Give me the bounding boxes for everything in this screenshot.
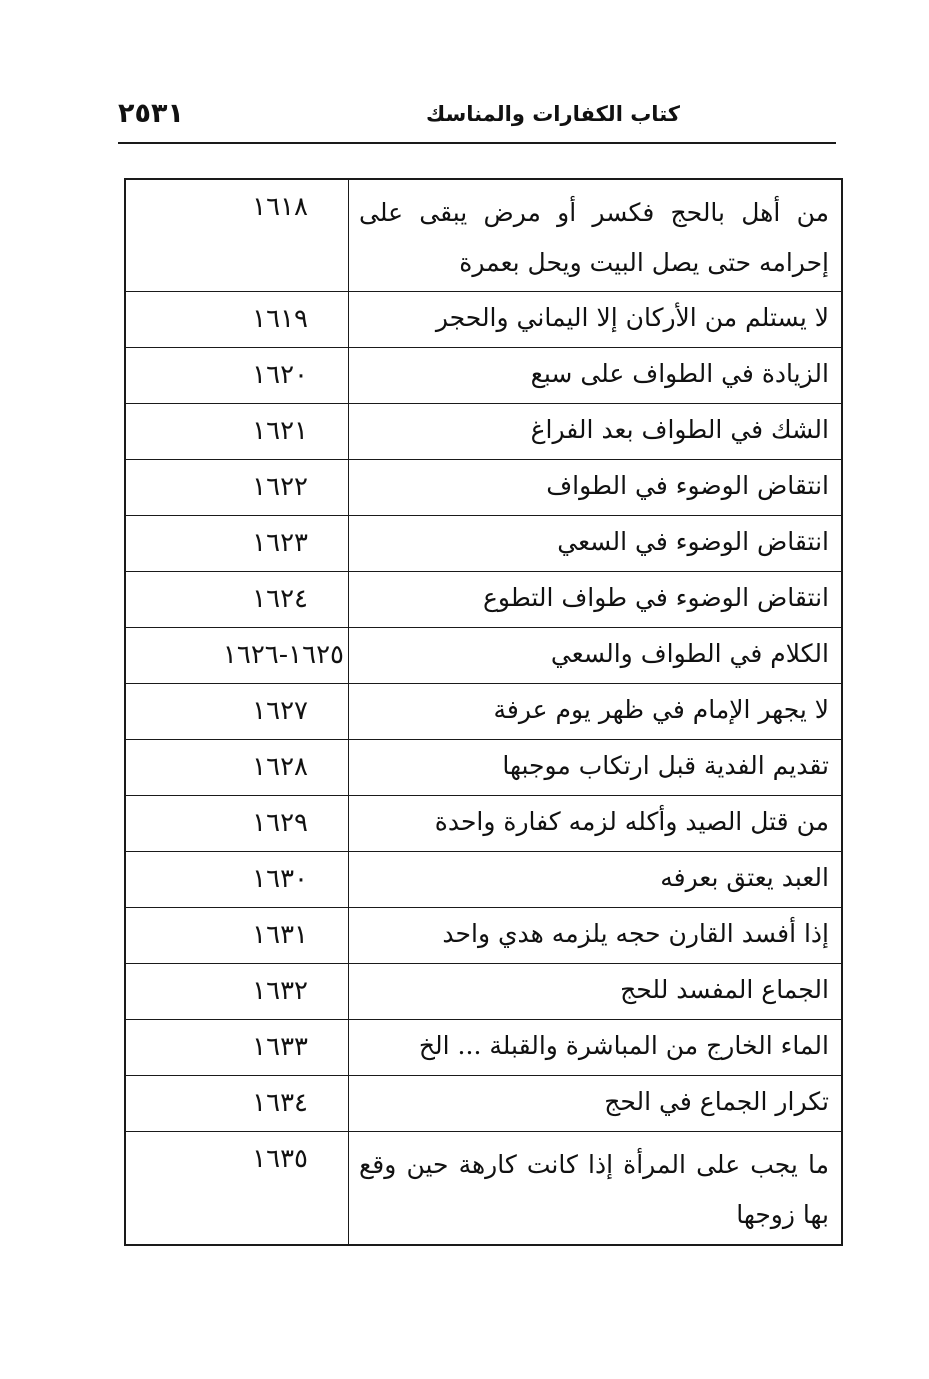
- table-row: [126, 572, 841, 628]
- topic-cell: لا يجهر الإمام في ظهر يوم عرفة: [348, 684, 841, 739]
- reference-cell: ١٦٣٠: [252, 864, 308, 894]
- topic-cell: ما يجب على المرأة إذا كانت كارهة حين وقع بها زوجها: [348, 1132, 841, 1244]
- table-row: [126, 404, 841, 460]
- table-row: [126, 1076, 841, 1132]
- table-row: [126, 1132, 841, 1244]
- topic-cell: من قتل الصيد وأكله لزمه كفارة واحدة: [348, 796, 841, 851]
- topic-cell: إذا أفسد القارن حجه يلزمه هدي واحد: [348, 908, 841, 963]
- topic-cell: الكلام في الطواف والسعي: [348, 628, 841, 683]
- topic-cell: انتقاض الوضوء في طواف التطوع: [348, 572, 841, 627]
- reference-cell: ١٦٢٧: [252, 696, 308, 726]
- page-number: ٢٥٣١: [118, 98, 184, 129]
- topic-cell: الشك في الطواف بعد الفراغ: [348, 404, 841, 459]
- topic-cell: الجماع المفسد للحج: [348, 964, 841, 1019]
- topic-cell: انتقاض الوضوء في الطواف: [348, 460, 841, 515]
- reference-cell: ١٦٣٢: [252, 976, 308, 1006]
- topic-cell: الزيادة في الطواف على سبع: [348, 348, 841, 403]
- topic-cell: انتقاض الوضوء في السعي: [348, 516, 841, 571]
- table-row: [126, 684, 841, 740]
- table-row: [126, 740, 841, 796]
- table-row: [126, 348, 841, 404]
- table-row: [126, 1020, 841, 1076]
- reference-cell: ١٦١٨: [252, 192, 308, 222]
- reference-cell: ١٦٢٢: [252, 472, 308, 502]
- topic-cell: العبد يعتق بعرفه: [348, 852, 841, 907]
- reference-cell: ١٦٢٨: [252, 752, 308, 782]
- table-row: [126, 964, 841, 1020]
- index-table: [124, 178, 843, 1246]
- reference-cell: ١٦١٩: [252, 304, 308, 334]
- topic-cell: لا يستلم من الأركان إلا اليماني والحجر: [348, 292, 841, 347]
- topic-cell: تقديم الفدية قبل ارتكاب موجبها: [348, 740, 841, 795]
- reference-cell: ١٦٢٤: [252, 584, 308, 614]
- topic-cell: الماء الخارج من المباشرة والقبلة ... الخ: [348, 1020, 841, 1075]
- table-row: [126, 852, 841, 908]
- reference-cell: ١٦٣٥: [252, 1144, 308, 1174]
- reference-cell: ١٦٣٣: [252, 1032, 308, 1062]
- reference-cell: ١٦٢٥-١٦٢٦: [222, 640, 344, 670]
- table-row: [126, 180, 841, 292]
- reference-cell: ١٦٢٠: [252, 360, 308, 390]
- table-row: [126, 908, 841, 964]
- reference-cell: ١٦٢٣: [252, 528, 308, 558]
- table-row: [126, 628, 841, 684]
- reference-cell: ١٦٢٩: [252, 808, 308, 838]
- reference-cell: ١٦٣١: [252, 920, 308, 950]
- table-row: [126, 796, 841, 852]
- table-row: [126, 292, 841, 348]
- topic-cell: من أهل بالحج فكسر أو مرض يبقى على إحرامه حتى يصل البيت ويحل بعمرة: [348, 180, 841, 291]
- reference-cell: ١٦٢١: [252, 416, 308, 446]
- page-header: [118, 96, 836, 144]
- reference-cell: ١٦٣٤: [252, 1088, 308, 1118]
- table-row: [126, 516, 841, 572]
- topic-cell: تكرار الجماع في الحج: [348, 1076, 841, 1131]
- book-title: كتاب الكفارات والمناسك: [426, 102, 680, 126]
- table-row: [126, 460, 841, 516]
